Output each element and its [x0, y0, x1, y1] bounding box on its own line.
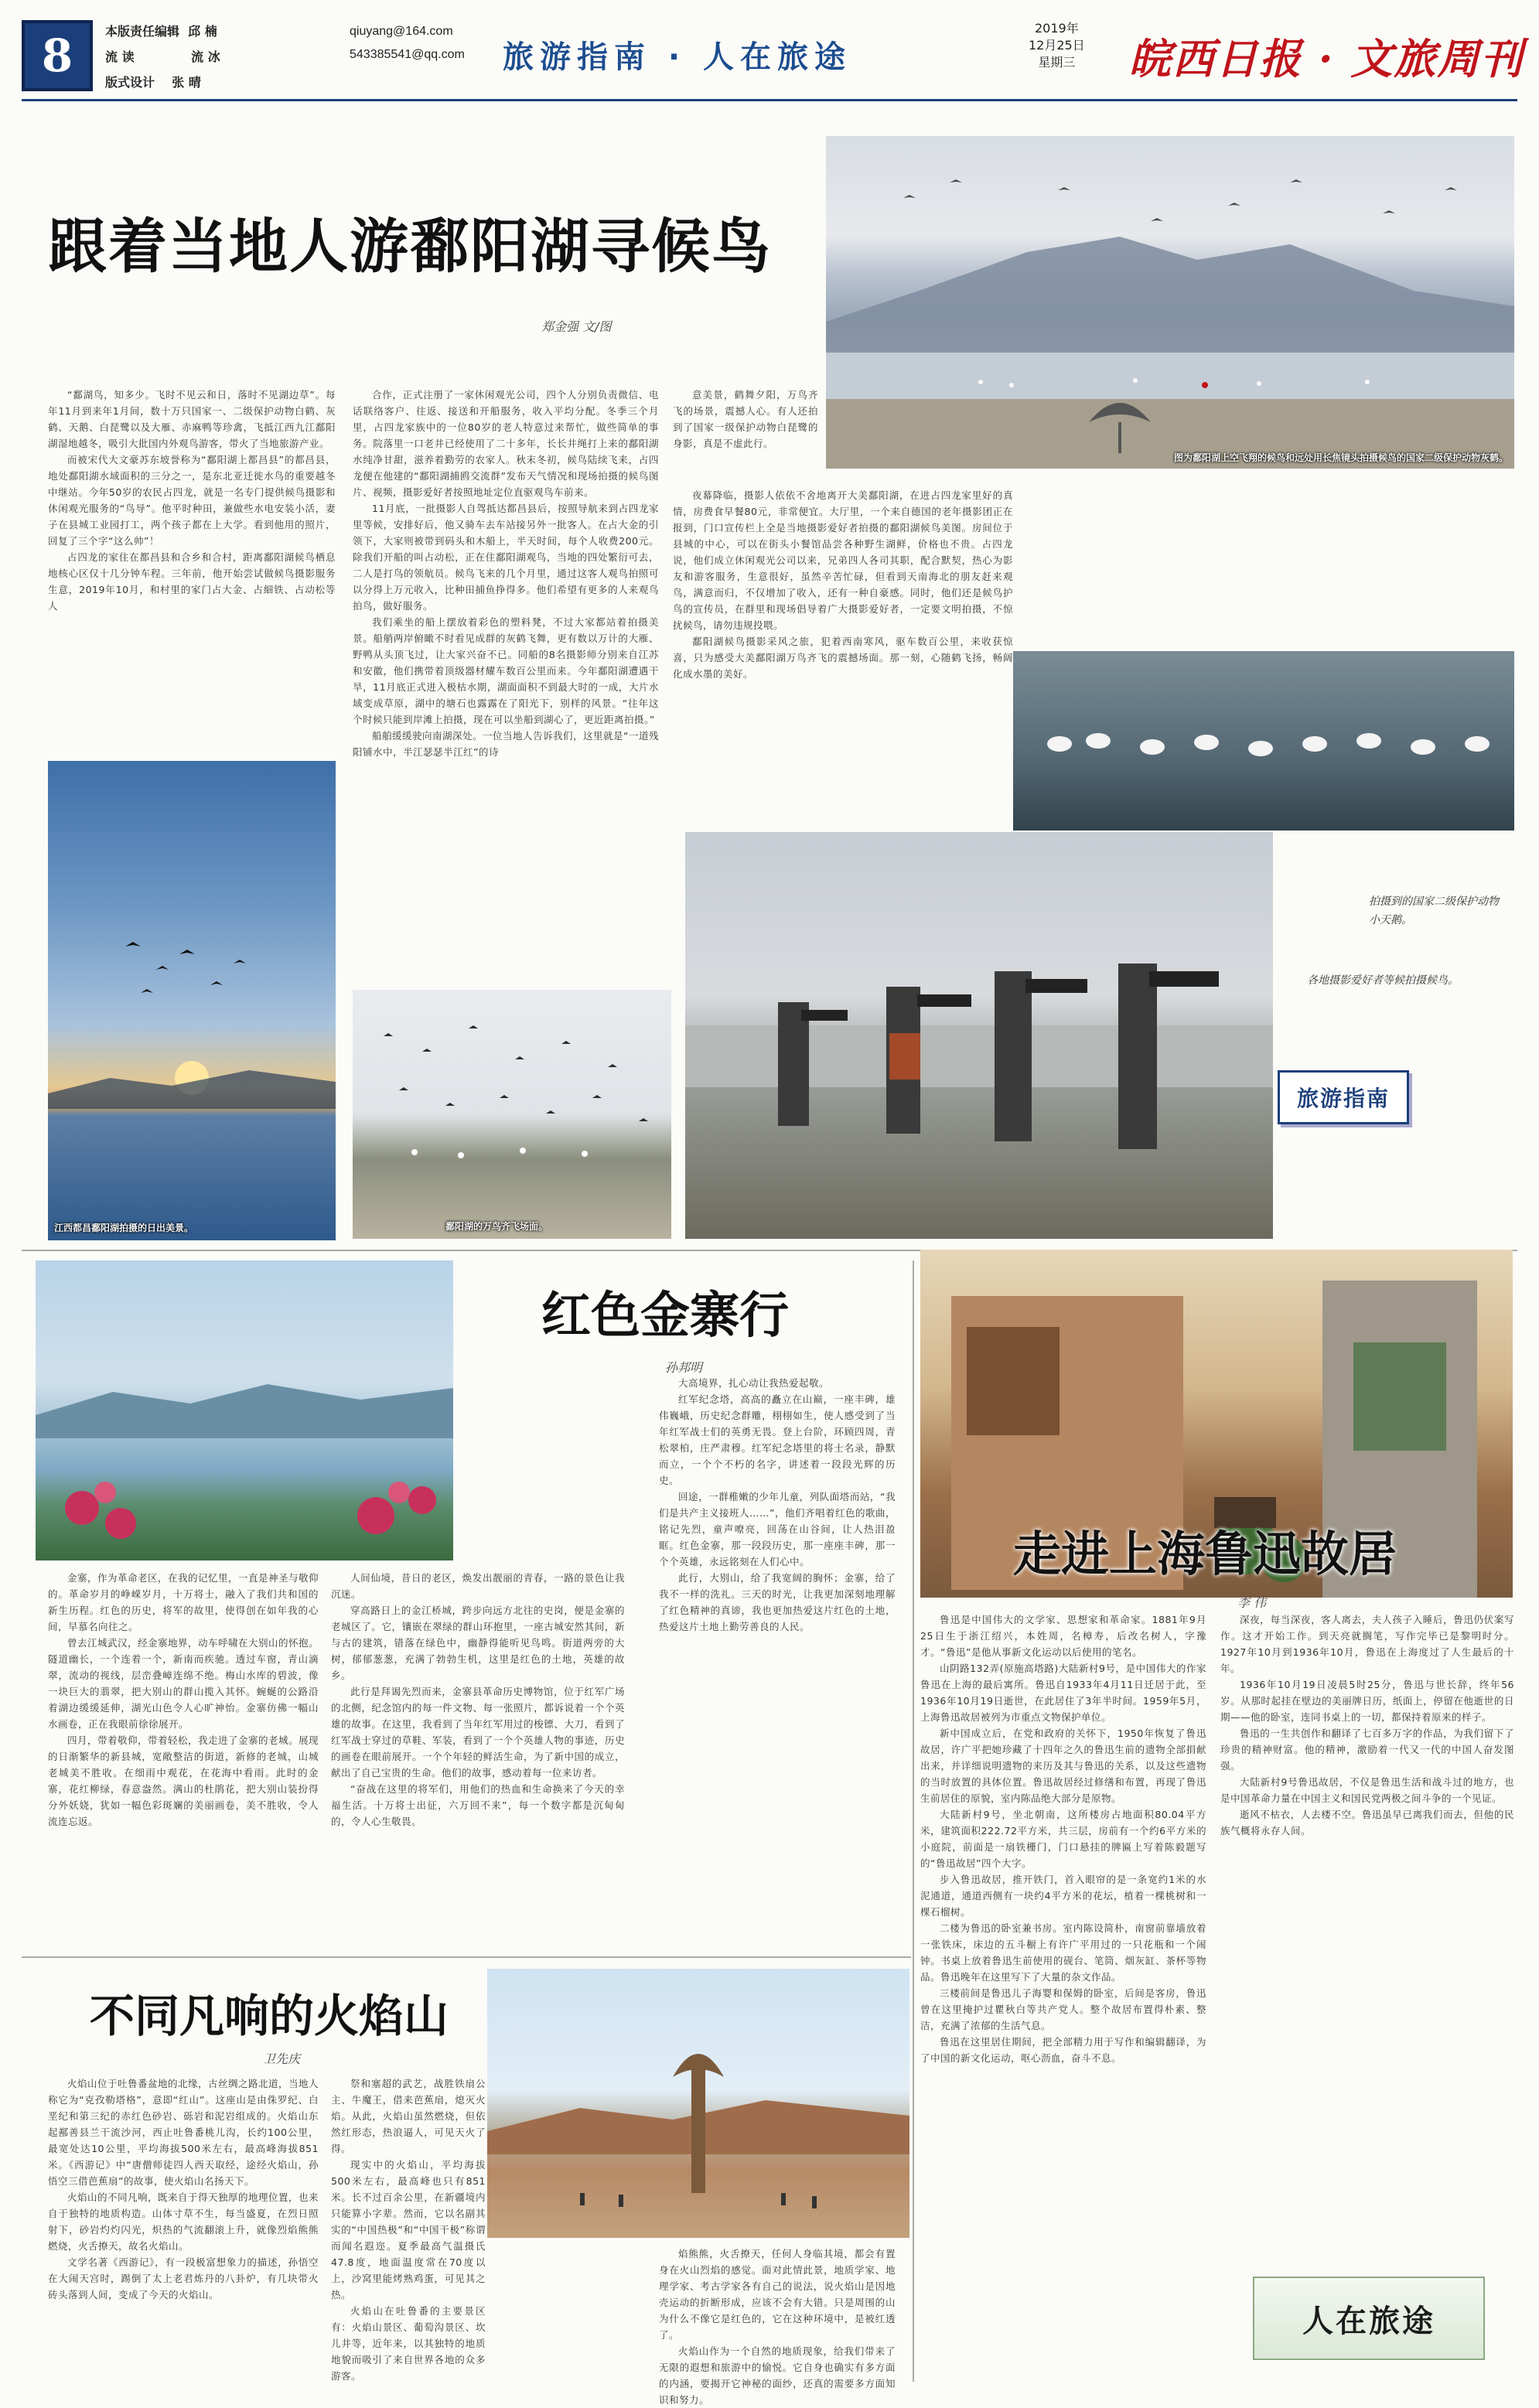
flaming-mountain-scene — [487, 1969, 909, 2238]
lake-birds-scene — [826, 136, 1514, 469]
paragraph: 夜幕降临，摄影人依依不舍地离开大美鄱阳湖，在进占四龙家里好的真情，房费食早餐80元，非常便宜。大厅里，一个来自德国的老年摄影团正在报到，门口宣传栏上全是当地摄影爱好者拍摄的鄱阳湖候鸟美图。房间位于县城的中心，可以在街头小餐馆品尝各种野生湖鲜，价格也不贵。占四龙说，他们成立休闲观光公司以来，兄弟四人各司其职，配合默契，热心为影友和游客服务，生意很好，虽然辛苦忙碌，但看到天南海北的朋友赶来观鸟，满意而归，不仅增加了收入，还有一种自豪感。同时，他们还是候鸟护鸟的宣传员，在群里和现场倡导着广大摄影爱好者，一定要文明拍摄，不惊扰候鸟，请勿违规投喂。 — [673, 489, 1013, 631]
badge-on-the-road-text: 人在旅途 — [1302, 2303, 1435, 2339]
badge-travel-guide-text: 旅游指南 — [1296, 1086, 1390, 1111]
reviewer-name: 流 冰 — [191, 49, 220, 64]
paragraph: 鲁迅是中国伟大的文学家、思想家和革命家。1881年9月25日生于浙江绍兴，本姓周，名樟寿，后改名树人，字豫才。“鲁迅”是他从事新文化运动以后使用的笔名。 — [920, 1614, 1206, 1658]
issue-date — [1029, 20, 1085, 71]
paragraph: 我们乘坐的船上摆放着彩色的塑料凳，不过大家都站着拍摄美景。船艄两岸俯瞰不时看见成群的灰鹤飞舞，更有数以万计的大雁、野鸭从头顶飞过，让大家兴奋不已。同船的8名摄影师分别来自江苏和安徽，他们携带着顶级器材耀车数百公里而来。今年鄱阳湖遭遇干旱，11月底正式进入极枯水期，湖面面积不到最大时的一成，大片水域变成草原，湖中的塘石也露露在了阳光下，别样的风景。“往年这个时候只能到岸滩上拍摄，现在可以坐船到湖心了，更近距离拍摄。” — [353, 616, 659, 725]
article3-col1 — [48, 2075, 319, 2382]
photo-flock — [353, 990, 671, 1239]
paragraph: 火焰山在吐鲁番的主要景区有：火焰山景区、葡萄沟景区、坎儿井等，近年来，以其独特的地质地貌而吸引了来自世界各地的众多游客。 — [331, 2305, 486, 2382]
date-weekday: 星期三 — [1038, 55, 1076, 70]
paragraph: 而被宋代大文豪苏东坡誉称为“鄱阳湖上都昌县”的都昌县，地处鄱阳湖水域面积的三分之一，是东北亚迁徙水鸟的重要越冬中继站。今年50岁的农民占四龙，就是一名专门提供候鸟摄影和休闲观光服务的“鸟导”。他平时种田，兼做些水电安装小活，妻子在县城工业园打工，两个孩子都在上大学。看到他用的照片，回复了三个字“这么帅”！ — [48, 454, 336, 547]
design-name: 张 晴 — [172, 75, 201, 90]
paragraph: 大陆新村9号鲁迅故居，不仅是鲁迅生活和战斗过的地方，也是中国革命力量在中国主义和国民党两极之间斗争的一个见证。 — [1220, 1776, 1514, 1804]
editor-label: 本版责任编辑 — [105, 24, 180, 39]
article2-col1 — [48, 1570, 319, 1949]
photo-lake-birds — [826, 136, 1514, 469]
caption-flock: 鄱阳湖的万鸟齐飞场面。 — [445, 1221, 548, 1232]
article1-col2 — [353, 387, 659, 971]
page-number: 8 — [41, 29, 73, 82]
paragraph: 祭和塞超的武艺，战胜铁扇公主、牛魔王，借来芭蕉扇，熄灭火焰。从此，火焰山虽然燃烧，但依然红形态，热浪逼人，可见天火了得。 — [331, 2078, 486, 2154]
article2-col2 — [331, 1570, 625, 1949]
paragraph: 合作，正式注册了一家休闲观光公司，四个人分别负责微信、电话联络客户、往返、接送和开船服务，收入平均分配。冬季三个月里，占四龙家族中的一位80岁的老人特意过来帮忙，做些简单的事务。院落里一口老井已经使用了二十多年，长长井绳打上来的鄱阳湖水纯净甘甜，滋养着勤劳的农家人。秋末冬初，候鸟陆续飞来，占四龙便在他建的“鄱阳湖捕鸥交流群”发布天气情况和现场拍摄的候鸟图片、视频，摄影爱好者按照地址定位直驱观鸟车前来。 — [353, 389, 659, 498]
flock-scene — [353, 990, 671, 1239]
date-month-day: 12月25日 — [1029, 38, 1085, 53]
paragraph: 11月底，一批摄影人自驾抵达都昌县后，按照导航来到占四龙家里等候，安排好后，他又骑车去车站接另外一批客人。在占大金的引领下，大家则被带到码头和木船上，半天时间，每个人收费200元。除我们开船的叫占动松，正在住鄱阳湖观鸟，当地的四处繁衍可去，二人是打鸟的领航员。候鸟飞来的几个月里，通过这客人观鸟拍照可以分得上万元收入，比种田捕鱼挣得多。他们希望有更多的人来观鸟拍鸟，做好服务。 — [353, 503, 659, 612]
photo-jinzhai-lake — [36, 1260, 453, 1560]
article3-col2 — [331, 2075, 486, 2382]
article4-col1 — [920, 1612, 1206, 2382]
paragraph: 大陆新村9号，坐北朝南，这所楼房占地面积80.04平方米，建筑面积222.72平方米，共三层，房前有一个约6平方米的小庭院，前面是一扇铁栅门，门口悬挂的牌匾上写着陈毅题写的“鲁迅故居”四个大字。 — [920, 1809, 1206, 1869]
paragraph: 三楼前间是鲁迅儿子海婴和保姆的卧室，后间是客房，鲁迅曾在这里掩护过瞿秋白等共产党人。整个故居布置得朴素、整洁，充满了浓郁的生活气息。 — [920, 1987, 1206, 2031]
swans-scene — [1013, 651, 1514, 831]
paragraph: 曾去江城武汉，经金寨地界，动车呼啸在大别山的怀抱。隧道幽长，一个连着一个，新南而疾驰。透过车窗，青山滴翠，流动的视线，层峦叠嶂连绵不绝。梅山水库的碧波，像一块巨大的翡翠，把大别山的群山揽入其怀。蜿蜒的公路沿着湖边缓缓延伸，湖光山色令人心旷神怡。金寨仿佛一幅山水画卷，正在我眼前徐徐展开。 — [48, 1637, 319, 1730]
date-year: 2019年 — [1035, 21, 1079, 36]
article4-title: 走进上海鲁迅故居 — [1013, 1526, 1397, 1582]
paragraph: 大高境界，扎心动让我热爱起敬。 — [678, 1377, 830, 1389]
caption-photographers: 各地摄影爱好者等候拍摄候鸟。 — [1307, 974, 1459, 987]
contact-emails — [350, 20, 465, 67]
article2-title: 红色金寨行 — [541, 1288, 789, 1345]
article2-col3 — [659, 1375, 896, 1947]
paragraph: 穿高路日上的金江桥城，跨步向远方北往的史岗，便是金寨的老城区了。它，镶嵌在翠绿的群山环抱里，一座古城安然其间，新与古的建筑，错落在绿色中，幽静得能听见鸟鸣。街道两旁的大树，郁郁葱葱，充满了勃勃生机，这里是红色的土地，英雄的故乡。 — [331, 1605, 625, 1681]
article4-col2 — [1220, 1612, 1514, 2246]
paragraph: 此行，大别山，给了我宽阔的胸怀；金寨，给了我不一样的洗礼。三天的时光，让我更加深刻地理解了红色精神的真谛，我也更加热爱这片红色的土地，热爱这片土地上勤劳善良的人民。 — [659, 1572, 896, 1632]
section-title: 旅游指南 · 人在旅途 — [503, 39, 852, 75]
article3-title: 不同凡响的火焰山 — [90, 1990, 449, 2042]
paragraph: 鲁迅的一生共创作和翻译了七百多万字的作品，为我们留下了珍贵的精神财富。他的精神，激励着一代又一代的中国人奋发图强。 — [1220, 1728, 1514, 1772]
photo-sunset — [48, 761, 336, 1240]
jinzhai-scene — [36, 1260, 453, 1560]
header-rule — [22, 99, 1517, 101]
paragraph: 现实中的火焰山，平均海拔500米左右，最高峰也只有851米。长不过百余公里，在新疆境内只能算小字辈。然而，它以名副其实的“中国热极”和“中国干极”称谓而闻名遐迩。夏季最高气温摄氏47.8度，地面温度常在70度以上，沙窝里能烤熟鸡蛋，可见其之热。 — [331, 2159, 486, 2301]
paragraph: 山阴路132弄(原施高塔路)大陆新村9号，是中国伟大的作家鲁迅在上海的最后寓所。鲁迅自1933年4月11日迁居于此，至1936年10月19日逝世，在此居住了3年半时间。1959年5月，上海鲁迅故居被列为市重点文物保护单位。 — [920, 1663, 1206, 1723]
paragraph: 文学名著《西游记》，有一段极富想象力的描述，孙悟空在大闹天宫时，踢倒了太上老君炼丹的八卦炉，有几块带火砖头落到人间，变成了今天的火焰山。 — [48, 2256, 319, 2301]
divider-2 — [22, 1956, 911, 1958]
photographers-scene — [685, 832, 1273, 1239]
sunset-scene — [48, 761, 336, 1240]
design-label: 版式设计 — [105, 75, 155, 90]
editor-name: 邱 楠 — [188, 24, 217, 39]
article1-col3 — [673, 487, 1013, 821]
paragraph: 鄱阳湖候鸟摄影采风之旅，犯着西南寒风，驱车数百公里，来收获惊喜，只为感受大美鄱阳湖万鸟齐飞的震撼场面。那一刻，心随鹤飞扬，畅阔化成水墨的美好。 — [673, 636, 1013, 680]
paragraph: 深夜，每当深夜，客人离去，夫人孩子入睡后，鲁迅仍伏案写作。这才开始工作。到天亮就搁笔，写作完毕已是黎明时分。1927年10月到1936年10月，鲁迅在上海度过了人生最后的十年。 — [1220, 1614, 1514, 1674]
paragraph: “鄱湖鸟，知多少。飞时不见云和日，落时不见湖边草”。每年11月到来年1月间，数十万只国家一、二级保护动物白鹤、灰鹤、天鹅、白琵鹭以及大雁、赤麻鸭等珍禽，飞抵江西九江鄱阳湖湿地越冬，吸引大批国内外观鸟游客，带火了当地旅游产业。 — [48, 389, 336, 449]
paragraph: 火焰山位于吐鲁番盆地的北缘，古丝绸之路北道，当地人称它为“克孜勒塔格”，意即“红山”。这座山是由侏罗纪、白垩纪和第三纪的赤红色砂岩、砾岩和泥岩组成的。火焰山东起鄯善县兰干流沙河，西止吐鲁番桃儿沟，长约100公里，最宽处达10公里，平均海拔500米左右，最高峰海拔851米。《西游记》中“唐僧师徒四人西天取经，途经火焰山，孙悟空三借芭蕉扇”的故事，使火焰山名扬天下。 — [48, 2078, 319, 2187]
photo-swans — [1013, 651, 1514, 831]
caption-lake-birds: 图为鄱阳湖上空飞翔的候鸟和远处用长焦镜头拍摄候鸟的国家二级保护动物灰鹤。 — [1173, 452, 1508, 463]
photo-photographers — [685, 832, 1273, 1239]
paragraph: 二楼为鲁迅的卧室兼书房。室内陈设简朴，南窗前靠墙放着一张铁床，床边的五斗橱上有许广平用过的一只花瓶和一个闹钟。书桌上放着鲁迅生前使用的砚台、笔筒、烟灰缸、茶杯等物品。鲁迅晚年在这里写下了大量的杂文作品。 — [920, 1922, 1206, 1983]
article-byline: 郑金强 文/图 — [541, 319, 612, 334]
paragraph: 焰熊熊，火舌撩天，任何人身临其境，都会有置身在火山烈焰的感觉。面对此情此景，地质学家、地理学家、考古学家各有自己的说法，说火焰山是因地壳运动的折断形成，应该不会有大错。只是周围的山为什么不像它是红色的，它在这种环境中，是被红透了。 — [659, 2248, 896, 2341]
article2-byline: 孙邦明 — [665, 1360, 703, 1375]
paragraph: 占四龙的家住在都昌县和合乡和合村，距离鄱阳湖候鸟栖息地核心区仅十几分钟车程。三年前，他开始尝试做候鸟摄影服务生意，2019年10月，和村里的家门占大金、占細铁、占动松等人 — [48, 551, 336, 612]
badge-travel-guide — [1278, 1070, 1409, 1124]
paragraph: “奋战在这里的将军们，用他们的热血和生命换来了今天的幸福生活。十万将士出征，六万回不来”，每一个数字都是沉甸甸的，令人心生敬畏。 — [331, 1783, 625, 1827]
badge-on-the-road — [1253, 2277, 1485, 2360]
article3-col3 — [659, 2246, 896, 2406]
paragraph: 金寨，作为革命老区，在我的记忆里，一直是神圣与敬仰的。革命岁月的峥嵘岁月，十万将士，融入了我们共和国的新生历程。红色的历史，将军的故里，使得创在如年我的心间，早慕名向往之。 — [48, 1572, 319, 1632]
paragraph: 红军纪念塔，高高的矗立在山巅，一座丰碑，雄伟巍峨，历史纪念群雕，栩栩如生，使人感受到了当年红军战士们的英勇无畏。登上台阶，环顾四周，青松翠柏，庄严肃穆。红军纪念塔里的将士名录，静默而立，一个个不朽的名字，讲述着一段段光辉的历史。 — [659, 1393, 896, 1486]
masthead: 皖西日报 · 文旅周刊 — [1129, 34, 1524, 84]
paragraph: 四月，带着敬仰，带着轻松，我走进了金寨的老城。展现的日渐繁华的新县城，宽敞整洁的街道，新修的老城，山城老城美不胜收。在细雨中观花，在花海中看雨。此时的金寨，花红柳绿，春意盎然。满山的杜鹃花，把大别山装扮得分外妖娆，犹如一幅色彩斑斓的美丽画卷，美不胜收，令人流连忘返。 — [48, 1734, 319, 1827]
caption-swans: 拍摄到的国家二级保护动物小天鹅。 — [1369, 895, 1499, 926]
email-2[interactable]: 543385541@qq.com — [350, 48, 465, 61]
article4-byline: 李 伟 — [1237, 1595, 1267, 1610]
email-1[interactable]: qiuyang@164.com — [350, 25, 453, 38]
paragraph: 1936年10月19日凌晨5时25分，鲁迅与世长辞，终年56岁。从那时起挂在壁边的美丽牌日历，纸面上，停留在他逝世的日期——他的卧室，连同书桌上的一切，都保持着原来的样子。 — [1220, 1679, 1514, 1723]
paragraph: 船舶缓缓驶向南湖深处。一位当地人告诉我们，这里就是“一道残阳铺水中，半江瑟瑟半江红”的诗 — [353, 730, 659, 758]
paragraph: 意美景，鹤舞夕阳，万鸟齐飞的场景，震撼人心。有人还拍到了国家一级保护动物白琵鹭的身影，真是不虚此行。 — [673, 389, 818, 449]
photo-flaming-mountain — [487, 1969, 909, 2238]
paragraph: 火焰山作为一个自然的地质现象，给我们带来了无限的遐想和旅游中的愉悦。它自身也确实有多方面的内涵，要揭开它神秘的面纱，还真的需要多方面知识和努力。 — [659, 2345, 896, 2406]
page-number-box — [22, 20, 93, 91]
paragraph: 火焰山的不同凡响，既来自于得天独厚的地理位置，也来自于独特的地质构造。山体寸草不生，每当盛夏，在烈日照射下，砂岩灼灼闪光，炽热的气流翻滚上升，就像烈焰熊熊燃烧，火舌撩天，故名火焰山。 — [48, 2191, 319, 2252]
paragraph: 人间仙境，昔日的老区，焕发出靓丽的青春，一路的景色让我沉迷。 — [331, 1572, 625, 1600]
article1-col1 — [48, 387, 336, 744]
divider-vertical — [913, 1260, 914, 2382]
article-title: 跟着当地人游鄱阳湖寻候鸟 — [48, 212, 772, 281]
paragraph: 步入鲁迅故居，推开铁门，首入眼帘的是一条宽约1米的水泥通道，通道西侧有一块约4平方米的花坛，植着一棵桃树和一棵石榴树。 — [920, 1874, 1206, 1918]
editor-credits — [105, 19, 353, 95]
paragraph: 回途，一群稚嫩的少年儿童，列队面塔而站，“我们是共产主义接班人……”，他们齐唱着红色的歌曲，铭记先烈，童声嘹亮，回荡在山谷间，让人热泪盈眶。红色金寨，那一段段历史，那一座座丰碑，那一个个英雄，永远铭刻在人们心中。 — [659, 1491, 896, 1567]
caption-sunset: 江西都昌鄱阳湖拍摄的日出美景。 — [54, 1223, 194, 1233]
paragraph: 此行是拜谒先烈而来，金寨县革命历史博物馆，位于红军广场的北侧，纪念馆内的每一件文物、每一张照片，都诉说着一个个英雄的故事。在这里，我看到了当年红军用过的梭镖、大刀，看到了红军战士穿过的草鞋、军装，看到了一个个英雄人物的事迹，历史的画卷在眼前展开。一个个年轻的鲜活生命，为了新中国的成立，献出了自己宝贵的生命。他们的故事，感动着每一位来访者。 — [331, 1686, 625, 1779]
reviewer-label: 流 读 — [105, 49, 135, 64]
paragraph: 逝风不枯衣，人去楼不空。鲁迅虽早已离我们而去，但他的民族气概将永存人间。 — [1220, 1809, 1514, 1837]
paragraph: 新中国成立后，在党和政府的关怀下，1950年恢复了鲁迅故居，许广平把她珍藏了十四年之久的鲁迅生前的遗物全部捐献出来，并详细说明遗物的来历及其与鲁迅的关系，以及这些遗物的当时放置的具体位置。鲁迅故居经过修缮和布置，再现了鲁迅生前居住的原貌，室内陈品绝大部分是原物。 — [920, 1728, 1206, 1804]
paragraph: 鲁迅在这里居住期间，把全部精力用于写作和编辑翻译，为了中国的新文化运动，呕心沥血，奋斗不息。 — [920, 2036, 1206, 2064]
article1-col3-top — [673, 387, 818, 479]
article3-byline: 卫先庆 — [263, 2052, 301, 2066]
